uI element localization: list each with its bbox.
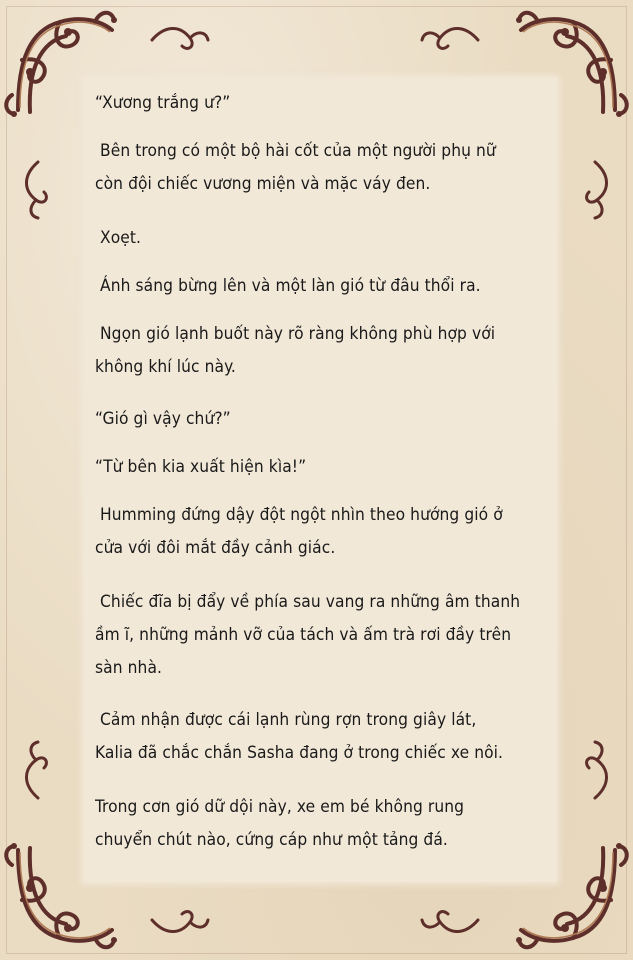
scroll-corner-icon	[513, 840, 633, 960]
dialogue-line: “Gió gì vậy chứ?”	[95, 409, 231, 429]
scroll-flourish-icon	[575, 740, 615, 800]
narration-paragraph: Ngọn gió lạnh buốt này rõ ràng không phù hợp với không khí lúc này.	[95, 324, 496, 377]
dialogue-line: “Xương trắng ư?”	[95, 93, 231, 113]
narration-paragraph: Bên trong có một bộ hài cốt của một người phụ nữ còn đội chiếc vương miện và mặc váy đen.	[95, 141, 496, 194]
narration-paragraph: Ánh sáng bừng lên và một làn gió từ đâu thổi ra.	[95, 276, 481, 296]
scroll-flourish-icon	[420, 900, 480, 940]
narration-paragraph: Cảm nhận được cái lạnh rùng rợn trong giây lát, Kalia đã chắc chắn Sasha đang ở trong chiếc xe nôi.	[95, 710, 504, 763]
scroll-flourish-icon	[420, 20, 480, 60]
scroll-corner-icon	[0, 840, 120, 960]
dialogue-line: “Từ bên kia xuất hiện kìa!”	[95, 457, 307, 477]
narration-paragraph: Xoẹt.	[95, 228, 142, 248]
scroll-flourish-icon	[18, 160, 58, 220]
narration-paragraph: Trong cơn gió dữ dội này, xe em bé không rung chuyển chút nào, cứng cáp như một tảng đá.	[95, 797, 465, 850]
scroll-flourish-icon	[150, 900, 210, 940]
scroll-flourish-icon	[575, 160, 615, 220]
scroll-flourish-icon	[150, 20, 210, 60]
narration-paragraph: Chiếc đĩa bị đẩy về phía sau vang ra những âm thanh ầm ĩ, những mảnh vỡ của tách và ấm trà rơi đầy trên sàn nhà.	[95, 592, 521, 678]
narration-paragraph: Humming đứng dậy đột ngột nhìn theo hướng gió ở cửa với đôi mắt đầy cảnh giác.	[95, 505, 503, 558]
scroll-flourish-icon	[18, 740, 58, 800]
